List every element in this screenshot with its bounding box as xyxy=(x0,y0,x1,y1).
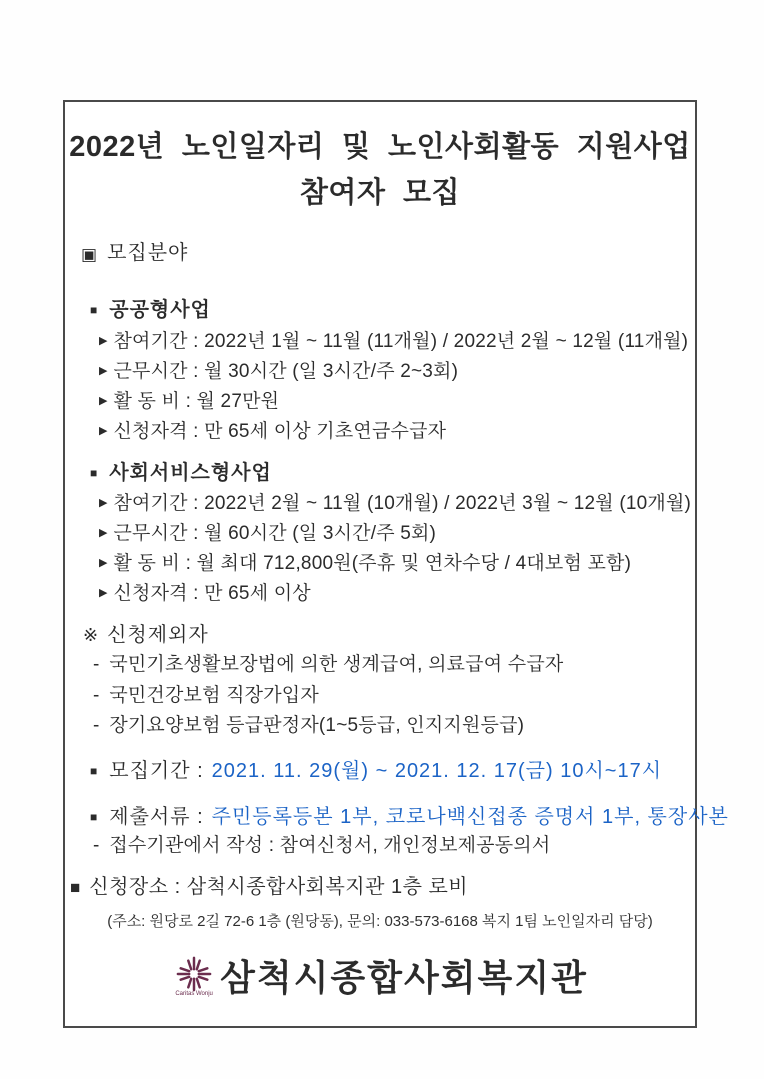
caritas-cross-icon xyxy=(175,955,213,993)
notice-title xyxy=(65,124,695,216)
notice-title-line1: 2022년 노인일자리 및 노인사회활동 지원사업 xyxy=(69,131,691,163)
filled-square-bullet-icon: ■ xyxy=(70,878,81,897)
exclusions-header xyxy=(83,618,209,647)
triangle-bullet-icon: ▶ xyxy=(99,527,108,539)
documents xyxy=(90,800,729,829)
dash-bullet-icon: - xyxy=(93,835,100,856)
program-public-item: ▶ 활 동 비 : 월 27만원 xyxy=(99,391,280,412)
program-social-header xyxy=(90,456,272,485)
program-public-item: ▶ 신청자격 : 만 65세 이상 기초연금수급자 xyxy=(99,421,447,442)
square-bullet-icon: ■ xyxy=(90,764,98,778)
program-social-item: ▶ 근무시간 : 월 60시간 (일 3시간/주 5회) xyxy=(99,523,437,544)
square-bullet-icon: ■ xyxy=(90,466,98,480)
square-bullet-icon: ■ xyxy=(90,810,98,824)
reference-mark-icon: ※ xyxy=(83,625,99,645)
outlined-square-bullet-icon: ▣ xyxy=(81,245,98,264)
caritas-logo-caption: Caritas Wonju xyxy=(175,990,213,997)
program-social-item: ▶ 활 동 비 : 월 최대 712,800원(주휴 및 연차수당 / 4대보험 포함) xyxy=(99,553,632,574)
exclusion-item: - 국민건강보험 직장가입자 xyxy=(93,685,319,706)
dash-bullet-icon: - xyxy=(93,685,100,706)
exclusion-item: - 국민기초생활보장법에 의한 생계급여, 의료급여 수급자 xyxy=(93,654,564,675)
documents-value: 주민등록등본 1부, 코로나백신접종 증명서 1부, 통장사본 xyxy=(211,806,729,828)
program-social-item: ▶ 신청자격 : 만 65세 이상 xyxy=(99,583,311,604)
footer xyxy=(65,950,695,1001)
program-public-item: ▶ 참여기간 : 2022년 1월 ~ 11월 (11개월) / 2022년 2월 ~ 12월 (11개월) xyxy=(99,331,689,352)
notice-title-line2: 참여자 모집 xyxy=(299,177,461,209)
recruit-period xyxy=(90,754,662,783)
program-public-name: 공공형사업 xyxy=(109,299,211,321)
documents-label: 제출서류 : xyxy=(109,806,204,828)
application-place xyxy=(70,870,468,899)
triangle-bullet-icon: ▶ xyxy=(99,395,108,407)
exclusion-item: - 장기요양보험 등급판정자(1~5등급, 인지지원등급) xyxy=(93,715,525,736)
application-place-label: 신청장소 : 삼척시종합사회복지관 1층 로비 xyxy=(89,876,469,898)
program-public-header xyxy=(90,293,211,322)
organization-name: 삼척시종합사회복지관 xyxy=(220,957,588,998)
dash-bullet-icon: - xyxy=(93,654,100,675)
address-line: (주소: 원당로 2길 72-6 1층 (원당동), 문의: 033-573-6168 복지 1팀 노인일자리 담당) xyxy=(107,913,653,930)
triangle-bullet-icon: ▶ xyxy=(99,425,108,437)
triangle-bullet-icon: ▶ xyxy=(99,497,108,509)
program-social-name: 사회서비스형사업 xyxy=(109,462,272,484)
notice-sheet xyxy=(63,100,729,1028)
documents-note: - 접수기관에서 작성 : 참여신청서, 개인정보제공동의서 xyxy=(93,835,551,856)
recruit-period-value: 2021. 11. 29(월) ~ 2021. 12. 17(금) 10시~17시 xyxy=(211,760,663,782)
program-social-item: ▶ 참여기간 : 2022년 2월 ~ 11월 (10개월) / 2022년 3월 ~ 12월 (10개월) xyxy=(99,493,692,514)
triangle-bullet-icon: ▶ xyxy=(99,365,108,377)
triangle-bullet-icon: ▶ xyxy=(99,587,108,599)
program-public-item: ▶ 근무시간 : 월 30시간 (일 3시간/주 2~3회) xyxy=(99,361,459,382)
square-bullet-icon: ■ xyxy=(90,303,98,317)
exclusions-label: 신청제외자 xyxy=(107,624,209,646)
recruit-period-label: 모집기간 : xyxy=(109,760,204,782)
section-recruit-fields-label: 모집분야 xyxy=(107,242,189,264)
caritas-logo xyxy=(172,955,216,997)
section-recruit-fields xyxy=(81,236,188,265)
triangle-bullet-icon: ▶ xyxy=(99,335,108,347)
dash-bullet-icon: - xyxy=(93,715,100,736)
triangle-bullet-icon: ▶ xyxy=(99,557,108,569)
